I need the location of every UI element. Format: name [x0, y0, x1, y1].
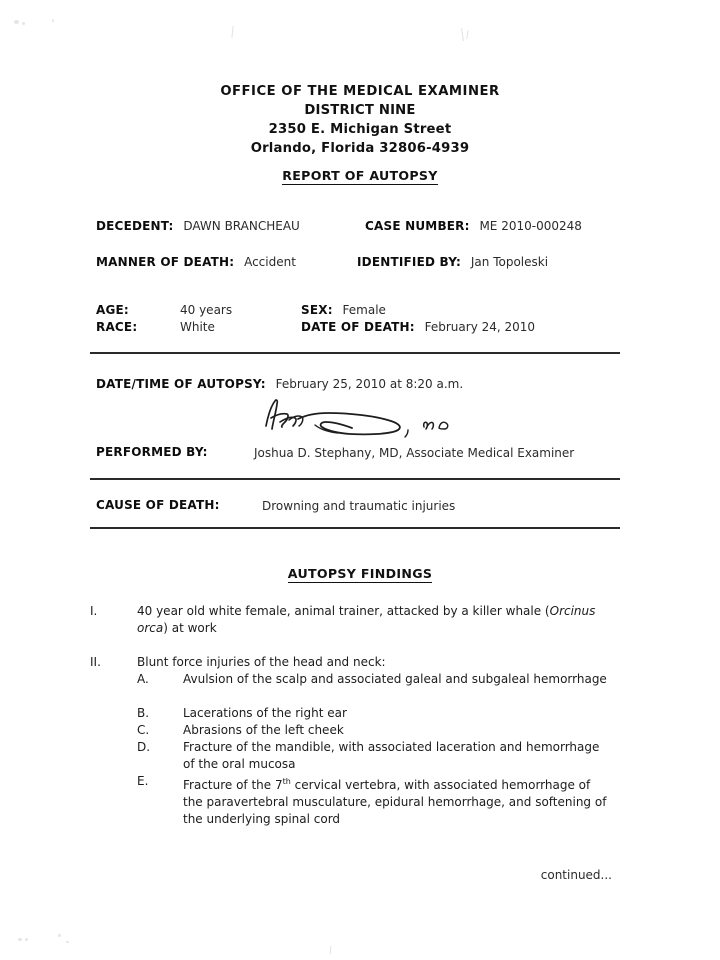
letterhead-line-city: Orlando, Florida 32806-4939 [250, 141, 470, 156]
scan-speckle [25, 938, 28, 941]
signature-mark [258, 396, 458, 442]
case-number-value: ME 2010-000248 [479, 219, 582, 233]
field-case-number [365, 219, 582, 233]
subitem-letter: D. [137, 740, 151, 754]
subitem-letter: A. [137, 672, 149, 686]
letterhead-line-street: 2350 E. Michigan Street [268, 122, 452, 137]
examiner-signature [258, 396, 458, 442]
field-age-value [180, 303, 232, 317]
subitem-text-part2: cervical vertebra, with associated hemorrhage of the paravertebral musculature, epidural hemorrhage, and softening of the underlying spinal cord [183, 778, 607, 826]
performed-by-label: PERFORMED BY: [96, 445, 208, 459]
section-divider-1 [90, 352, 620, 354]
sex-value: Female [342, 303, 386, 317]
field-cause-of-death-value [262, 499, 455, 513]
scan-speckle [66, 941, 69, 943]
autopsy-findings-heading [0, 566, 720, 581]
finding-numeral: I. [90, 604, 98, 618]
subitem-text: Lacerations of the right ear [183, 706, 347, 720]
finding-text-lead: 40 year old white female, animal trainer, attacked by a killer whale ( [137, 604, 550, 618]
letterhead-line-district: DISTRICT NINE [304, 103, 416, 118]
finding-numeral: II. [90, 655, 101, 669]
field-sex [301, 303, 386, 317]
manner-of-death-label: MANNER OF DEATH: [96, 255, 235, 269]
case-number-label: CASE NUMBER: [365, 219, 470, 233]
race-label: RACE: [96, 320, 138, 334]
field-decedent [96, 219, 300, 233]
scan-speckle [18, 938, 22, 941]
finding-subitem-b [137, 705, 617, 722]
finding-item-2 [90, 654, 610, 671]
field-race-label [96, 320, 137, 334]
field-race-value [180, 320, 215, 334]
subitem-letter: B. [137, 706, 150, 720]
field-age-label [96, 303, 129, 317]
subitem-text: Fracture of the mandible, with associated laceration and hemorrhage of the oral mucosa [183, 740, 600, 771]
field-manner-of-death [96, 255, 296, 269]
date-time-of-autopsy-value: February 25, 2010 at 8:20 a.m. [275, 377, 464, 391]
autopsy-findings-heading-text: AUTOPSY FINDINGS [287, 566, 433, 581]
ordinal-suffix: th [282, 777, 291, 786]
subitem-letter: C. [137, 723, 150, 737]
subitem-text-part1: Fracture of the 7 [183, 778, 283, 792]
scan-hairline [461, 28, 464, 41]
identified-by-label: IDENTIFIED BY: [357, 255, 462, 269]
scan-hairline [330, 946, 332, 954]
cause-of-death-value: Drowning and traumatic injuries [262, 499, 456, 513]
age-value: 40 years [180, 303, 233, 317]
scan-speckle [52, 19, 54, 22]
letterhead-line-office: OFFICE OF THE MEDICAL EXAMINER [220, 84, 500, 99]
letterhead [0, 82, 720, 158]
field-identified-by [357, 255, 548, 269]
performed-by-value: Joshua D. Stephany, MD, Associate Medical Examiner [254, 446, 575, 460]
manner-of-death-value: Accident [244, 255, 296, 269]
identified-by-value: Jan Topoleski [470, 255, 549, 269]
decedent-label: DECEDENT: [96, 219, 174, 233]
scan-speckle [22, 22, 25, 25]
finding-subitem-c [137, 722, 617, 739]
age-label: AGE: [96, 303, 129, 317]
finding-item-1 [90, 603, 610, 637]
subitem-text [183, 773, 613, 828]
field-performed-by-label [96, 445, 208, 459]
finding-subitem-a [137, 671, 617, 688]
field-date-time-of-autopsy [96, 377, 463, 391]
date-of-death-label: DATE OF DEATH: [301, 320, 415, 334]
scan-hairline [231, 26, 233, 38]
subitem-text: Avulsion of the scalp and associated galeal and subgaleal hemorrhage [183, 672, 607, 686]
date-of-death-value: February 24, 2010 [424, 320, 536, 334]
race-value: White [180, 320, 215, 334]
species-name: Orcinus orca [137, 604, 596, 635]
date-time-of-autopsy-label: DATE/TIME OF AUTOPSY: [96, 377, 266, 391]
scan-speckle [14, 20, 19, 24]
scan-speckle [58, 934, 61, 937]
finding-text [137, 603, 607, 637]
scan-hairline [466, 30, 469, 39]
sex-label: SEX: [301, 303, 333, 317]
section-divider-2 [90, 478, 620, 480]
cause-of-death-label: CAUSE OF DEATH: [96, 498, 220, 512]
subitem-letter: E. [137, 774, 149, 788]
continued-footer: continued... [540, 868, 612, 882]
field-performed-by-value [254, 446, 574, 460]
finding-text: Blunt force injuries of the head and neck: [137, 655, 386, 669]
decedent-value: DAWN BRANCHEAU [183, 219, 300, 233]
field-cause-of-death-label [96, 498, 220, 512]
section-divider-3 [90, 527, 620, 529]
field-date-of-death [301, 320, 535, 334]
finding-text-tail: ) at work [163, 621, 217, 635]
finding-subitem-d [137, 739, 617, 773]
subitem-text: Abrasions of the left cheek [183, 723, 344, 737]
report-title-text: REPORT OF AUTOPSY [282, 168, 438, 183]
report-title [0, 168, 720, 183]
finding-subitem-e [137, 773, 617, 828]
